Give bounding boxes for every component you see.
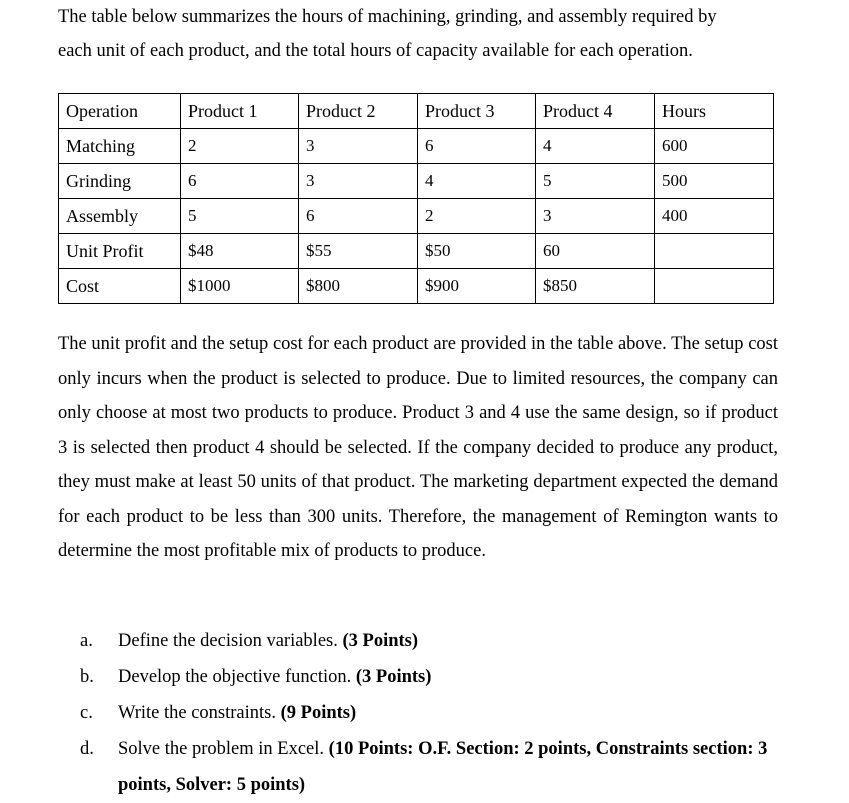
- row-label: Unit Profit: [59, 234, 181, 269]
- question-text: Develop the objective function.: [118, 667, 356, 687]
- question-points: (9 Points): [280, 703, 357, 723]
- problem-paragraph: The unit profit and the setup cost for each product are provided in the table above. The setup cost only incurs when the product is selected to produce. Due to limited resources, the company can only choose at most two products to produce. Product 3 and 4 use the same design, so if product 3 is selected then product 4 should be selected. If the company decided to produce any product, they must make at least 50 units of that product. The marketing department expected the demand for each product to be less than 300 units. Therefore, the management of Remington wants to determine the most profitable mix of products to produce.: [58, 334, 778, 561]
- table-cell: 2: [181, 129, 299, 164]
- list-item: [80, 659, 780, 695]
- table-cell: $850: [536, 269, 655, 304]
- table-row: [59, 199, 774, 234]
- header-cell: Product 1: [181, 94, 299, 129]
- list-item: [80, 731, 780, 803]
- table-cell: 6: [181, 164, 299, 199]
- intro-line-1: The table below summarizes the hours of machining, grinding, and assembly required by: [58, 7, 717, 27]
- header-cell: Operation: [59, 94, 181, 129]
- table-cell: 400: [655, 199, 774, 234]
- header-cell: Product 3: [418, 94, 536, 129]
- problem-description: [58, 327, 778, 569]
- table-cell: $48: [181, 234, 299, 269]
- table-cell: 3: [299, 129, 418, 164]
- list-marker: a.: [80, 631, 93, 651]
- table-cell: 3: [536, 199, 655, 234]
- question-list: [80, 623, 780, 803]
- table-row: [59, 269, 774, 304]
- table-cell: [655, 269, 774, 304]
- row-label: Grinding: [59, 164, 181, 199]
- table-cell: 5: [536, 164, 655, 199]
- header-cell: Product 4: [536, 94, 655, 129]
- question-text: Write the constraints.: [118, 703, 281, 723]
- header-cell: Product 2: [299, 94, 418, 129]
- product-table: [58, 93, 774, 304]
- list-marker: b.: [80, 667, 94, 687]
- table-cell: 4: [418, 164, 536, 199]
- table-cell: 4: [536, 129, 655, 164]
- table-cell: 60: [536, 234, 655, 269]
- list-item: [80, 623, 780, 659]
- table-cell: $1000: [181, 269, 299, 304]
- table-row: [59, 129, 774, 164]
- question-points: (3 Points): [355, 667, 432, 687]
- question-text: Solve the problem in Excel.: [118, 739, 329, 759]
- table-cell: 600: [655, 129, 774, 164]
- table-cell: [655, 234, 774, 269]
- row-label: Assembly: [59, 199, 181, 234]
- table-cell: 5: [181, 199, 299, 234]
- table-cell: 2: [418, 199, 536, 234]
- row-label: Matching: [59, 129, 181, 164]
- intro-line-2: each unit of each product, and the total hours of capacity available for each operation.: [58, 41, 693, 61]
- list-marker: d.: [80, 739, 94, 759]
- question-points: (10 Points: O.F. Section: 2 points, Constraints section: 3 points, Solver: 5 points): [118, 739, 768, 795]
- question-text: Define the decision variables.: [118, 631, 343, 651]
- table-cell: $900: [418, 269, 536, 304]
- table-cell: 6: [418, 129, 536, 164]
- table-cell: 6: [299, 199, 418, 234]
- table-cell: $50: [418, 234, 536, 269]
- table-cell: $55: [299, 234, 418, 269]
- table-row: [59, 164, 774, 199]
- list-item: [80, 695, 780, 731]
- question-points: (3 Points): [342, 631, 419, 651]
- header-cell: Hours: [655, 94, 774, 129]
- table-cell: 3: [299, 164, 418, 199]
- row-label: Cost: [59, 269, 181, 304]
- table-row: [59, 234, 774, 269]
- intro-text: [58, 0, 798, 68]
- table-cell: 500: [655, 164, 774, 199]
- list-marker: c.: [80, 703, 93, 723]
- table-header-row: [59, 94, 774, 129]
- table-cell: $800: [299, 269, 418, 304]
